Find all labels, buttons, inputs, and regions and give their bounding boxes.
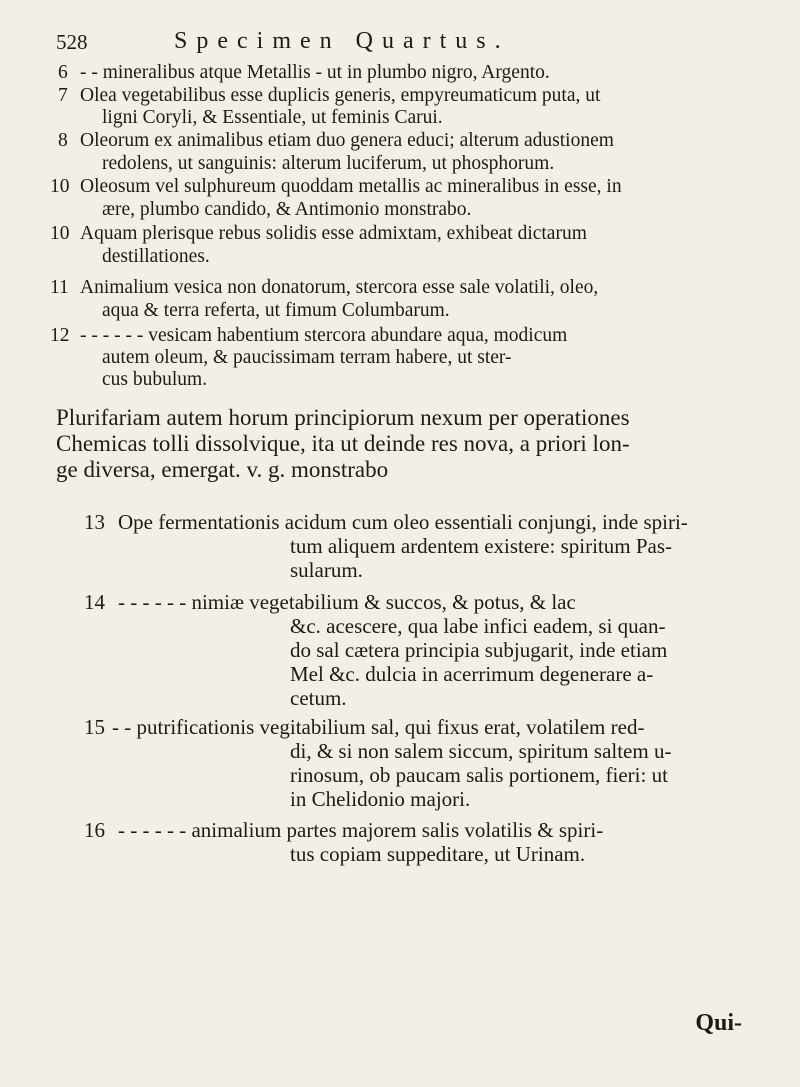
paragraph-line: Chemicas tolli dissolvique, ita ut deinde res nova, a priori lon- [56,431,630,456]
entry-number: 6 [58,62,68,83]
entry-line: ligni Coryli, & Essentiale, ut feminis Carui. [102,107,443,128]
entry-line: tum aliquem ardentem existere: spiritum Pas- [290,534,672,558]
catchword: Qui- [695,1010,742,1036]
entry-line: redolens, ut sanguinis: alterum luciferum, ut phosphorum. [102,153,555,174]
entry-line: sularum. [290,558,363,582]
entry-line: - - - - - - vesicam habentium stercora abundare aqua, modicum [80,325,568,346]
entry-number: 7 [58,85,68,106]
entry-line: aqua & terra referta, ut fimum Columbarum. [102,300,450,321]
running-title: Specimen Quartus. [174,28,510,54]
page-number: 528 [56,30,88,54]
entry-line: di, & si non salem siccum, spiritum saltem u- [290,739,672,763]
entry-line: Olea vegetabilibus esse duplicis generis, empyreumaticum puta, ut [80,85,601,106]
entry-line: Mel &c. dulcia in acerrimum degenerare a- [290,662,654,686]
entry-line: Aquam plerisque rebus solidis esse admixtam, exhibeat dictarum [80,223,587,244]
entry-line: &c. acescere, qua labe infici eadem, si quan- [290,614,666,638]
entry-line: ære, plumbo candido, & Antimonio monstrabo. [102,199,472,220]
entry-number: 10 [50,176,70,197]
entry-line: - - - - - - animalium partes majorem salis volatilis & spiri- [118,818,604,842]
entry-line: Ope fermentationis acidum cum oleo essentiali conjungi, inde spiri- [118,510,688,534]
entry-number: 12 [50,325,70,346]
entry-number: 13 [84,510,105,534]
entry-number: 15 [84,715,105,739]
entry-number: 8 [58,130,68,151]
entry-number: 16 [84,818,105,842]
paragraph-line: Plurifariam autem horum principiorum nexum per operationes [56,405,630,430]
entry-line: do sal cætera principia subjugarit, inde etiam [290,638,668,662]
running-header [56,28,756,58]
paragraph-line: ge diversa, emergat. v. g. monstrabo [56,457,389,482]
entry-line: in Chelidonio majori. [290,787,471,811]
entry-line: - - mineralibus atque Metallis - ut in plumbo nigro, Argento. [80,62,550,83]
entry-line: Oleosum vel sulphureum quoddam metallis ac mineralibus in esse, in [80,176,622,197]
entry-number: 11 [50,277,69,298]
entry-number: 10 [50,223,70,244]
entry-line: cus bubulum. [102,369,208,390]
entry-line: Animalium vesica non donatorum, stercora esse sale volatili, oleo, [80,277,599,298]
entry-number: 14 [84,590,105,614]
entry-line: rinosum, ob paucam salis portionem, fieri: ut [290,763,668,787]
entry-line: autem oleum, & paucissimam terram habere, ut ster- [102,347,512,368]
entry-line: Oleorum ex animalibus etiam duo genera educi; alterum adustionem [80,130,614,151]
entry-line: - - putrificationis vegitabilium sal, qui fixus erat, volatilem red- [112,715,645,739]
entry-line: tus copiam suppeditare, ut Urinam. [290,842,586,866]
entry-line: cetum. [290,686,347,710]
entry-line: destillationes. [102,246,210,267]
entry-line: - - - - - - nimiæ vegetabilium & succos, & potus, & lac [118,590,576,614]
